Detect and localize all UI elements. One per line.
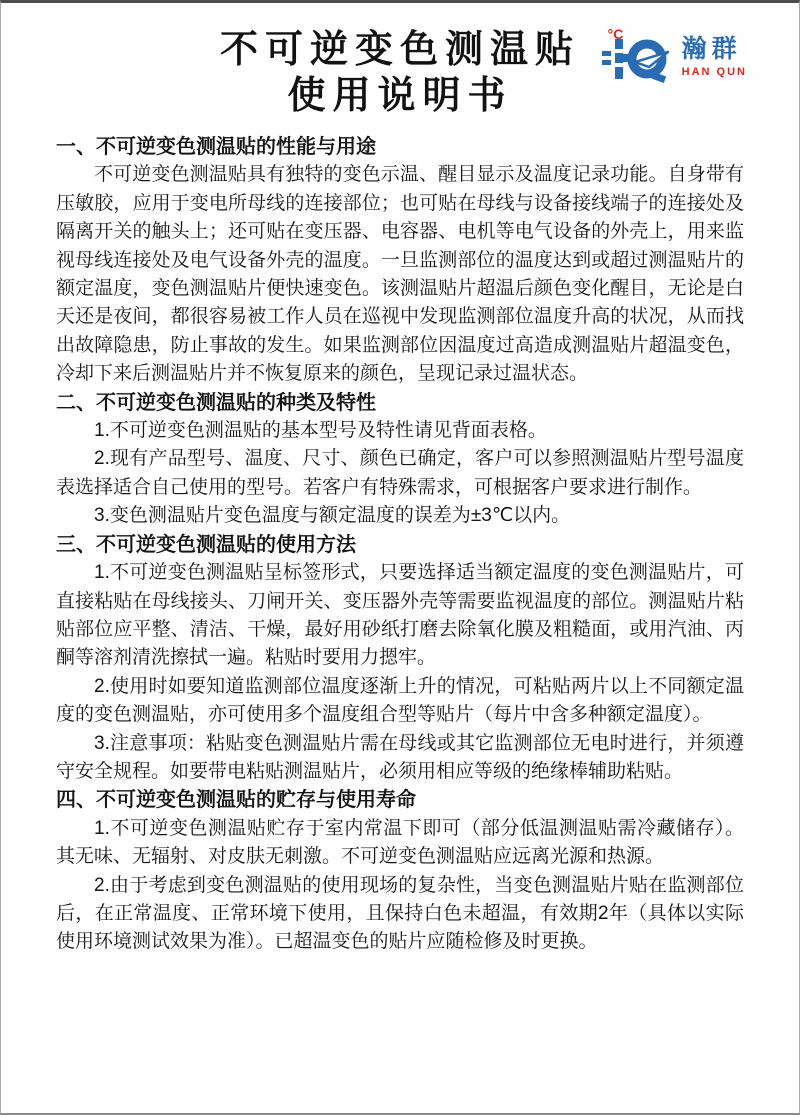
- logo-name-english: HAN QUN: [681, 65, 747, 78]
- paragraph: 1.不可逆变色测温贴的基本型号及特性请见背面表格。: [94, 420, 547, 442]
- section-performance-and-use: [56, 133, 744, 389]
- paragraph: 3.变色测温贴片变色温度与额定温度的误差为±3℃以内。: [94, 505, 571, 527]
- section-types-and-characteristics: [56, 389, 744, 531]
- logo-names: [682, 36, 747, 78]
- company-logo: [602, 26, 747, 85]
- hanqun-logo-mark: [602, 26, 676, 85]
- section-heading: 一、不可逆变色测温贴的性能与用途: [56, 136, 376, 158]
- section-heading: 三、不可逆变色测温贴的使用方法: [56, 533, 356, 556]
- paragraph: 3.注意事项：粘贴变色测温贴片需在母线或其它监测部位无电时进行，并须遵守安全规程。如要带电粘贴测温贴片，必须用相应等级的绝缘棒辅助粘贴。: [56, 732, 744, 782]
- paragraph: 不可逆变色测温贴具有独特的变色示温、醒目显示及温度记录功能。自身带有压敏胶，应用于变电所母线的连接部位；也可贴在母线与设备接线端子的连接处及隔离开关的触头上；还可贴在变压器、电容器、电机等电气设备的外壳上，用来监视母线连接处及电气设备外壳的温度。一旦监测部位的温度达到或超过测温贴片的额定温度，变色测温贴片便快速变色。该测温贴片超温后颜色变化醒目，无论是白天还是夜间，都很容易被工作人员在巡视中发现监测部位温度升高的状况，从而找出故障隐患，防止事故的发生。如果监测部位因温度过高造成测温贴片超温变色，冷却下来后测温贴片并不恢复原来的颜色，呈现记录过温状态。: [56, 164, 744, 385]
- logo-name-chinese: 瀚群: [681, 35, 742, 64]
- degree-celsius-icon: °C: [607, 26, 624, 42]
- page-title: 不可逆变色测温贴: [219, 29, 580, 71]
- document-header: [1, 3, 799, 119]
- section-usage-method: [56, 531, 744, 787]
- document-body: [56, 133, 744, 957]
- paragraph: 2.使用时如要知道监测部位温度逐渐上升的情况，可粘贴两片以上不同额定温度的变色测温贴，亦可使用多个温度组合型等贴片（每片中含多种额定温度）。: [56, 675, 744, 726]
- paragraph: 1.不可逆变色测温贴贮存于室内常温下即可（部分低温测温贴需冷藏储存）。其无味、无辐射、对皮肤无刺激。不可逆变色测温贴应远离光源和热源。: [56, 817, 744, 868]
- section-heading: 二、不可逆变色测温贴的种类及特性: [56, 391, 376, 414]
- section-storage-and-lifespan: [56, 786, 744, 956]
- page-subtitle: 使用说明书: [287, 75, 513, 117]
- section-heading: 四、不可逆变色测温贴的贮存与使用寿命: [56, 789, 416, 812]
- paragraph: 2.由于考虑到变色测温贴的使用现场的复杂性，当变色测温贴片贴在监测部位后，在正常温度、正常环境下使用，且保持白色未超温，有效期2年（具体以实际使用环境测试效果为准）。已超温变色的贴片应随检修及时更换。: [56, 874, 744, 953]
- paragraph: 1.不可逆变色测温贴呈标签形式，只要选择适当额定温度的变色测温贴片，可直接粘贴在母线接头、刀闸开关、变压器外壳等需要监视温度的部位。测温贴片粘贴部位应平整、清洁、干燥，最好用砂纸打磨去除氧化膜及粗糙面，或用汽油、丙酮等溶剂清洗擦拭一遍。粘贴时要用力摁牢。: [56, 562, 744, 669]
- paragraph: 2.现有产品型号、温度、尺寸、颜色已确定，客户可以参照测温贴片型号温度表选择适合自己使用的型号。若客户有特殊需求，可根据客户要求进行制作。: [56, 448, 744, 498]
